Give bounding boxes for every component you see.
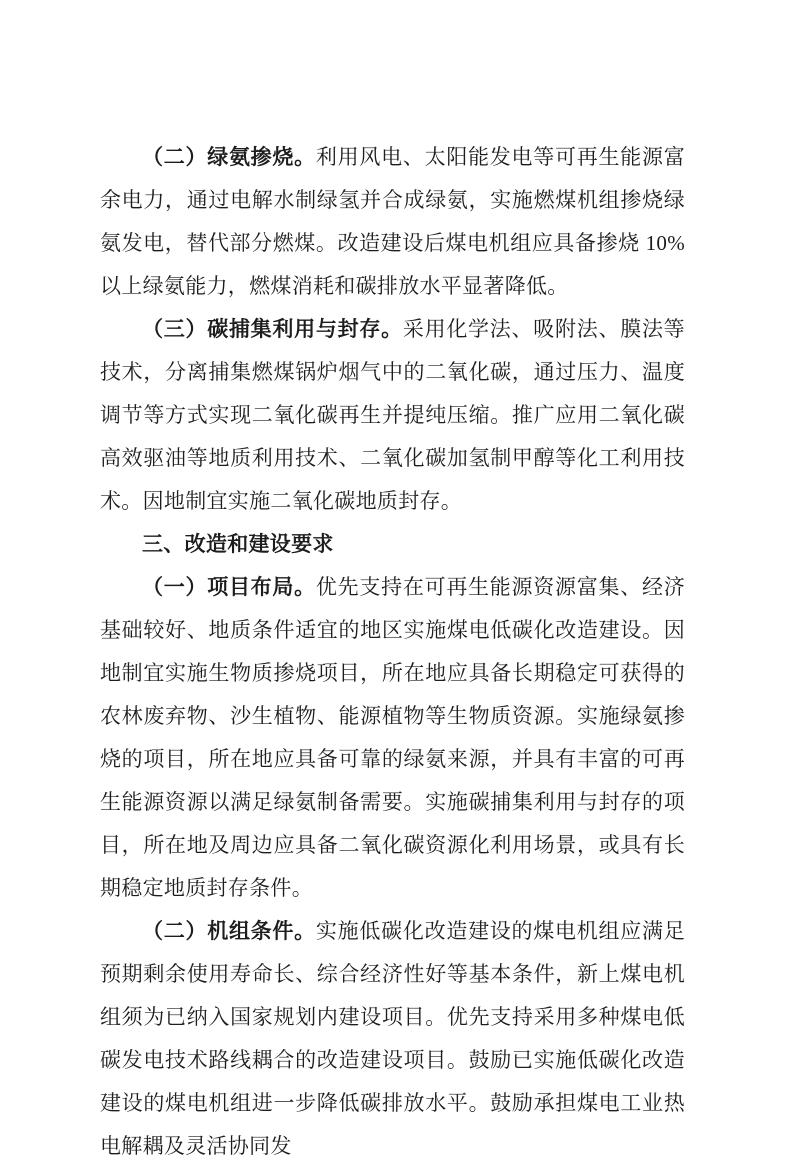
paragraph-lead: （三）碳捕集利用与封存。 (142, 317, 403, 341)
paragraph-text: 利用风电、太阳能发电等可再生能源富余电力，通过电解水制绿氢并合成绿氨，实施燃煤机组掺烧绿氨发电，替代部分燃煤。改造建设后煤电机组应具备掺烧 10%以上绿氨能力，燃煤消耗和碳排放水平显著降低。 (100, 145, 685, 298)
document-body (100, 136, 685, 1168)
paragraph-lead: （二）机组条件。 (142, 919, 316, 943)
paragraph (100, 566, 685, 910)
paragraph-text: 实施低碳化改造建设的煤电机组应满足预期剩余使用寿命长、综合经济性好等基本条件，新上煤电机组须为已纳入国家规划内建设项目。优先支持采用多种煤电低碳发电技术路线耦合的改造建设项目。鼓励已实施低碳化改造建设的煤电机组进一步降低碳排放水平。鼓励承担煤电工业热电解耦及灵活协同发 (100, 919, 685, 1158)
paragraph (100, 136, 685, 308)
paragraph-text: 采用化学法、吸附法、膜法等技术，分离捕集燃煤锅炉烟气中的二氧化碳，通过压力、温度调节等方式实现二氧化碳再生并提纯压缩。推广应用二氧化碳高效驱油等地质利用技术、二氧化碳加氢制甲醇等化工利用技术。因地制宜实施二氧化碳地质封存。 (100, 317, 685, 513)
paragraph-lead: （一）项目布局。 (142, 575, 316, 599)
paragraph-lead: （二）绿氨掺烧。 (142, 145, 316, 169)
paragraph-text: 优先支持在可再生能源资源富集、经济基础较好、地质条件适宜的地区实施煤电低碳化改造建设。因地制宜实施生物质掺烧项目，所在地应具备长期稳定可获得的农林废弃物、沙生植物、能源植物等生物质资源。实施绿氨掺烧的项目，所在地应具备可靠的绿氨来源，并具有丰富的可再生能源资源以满足绿氨制备需要。实施碳捕集利用与封存的项目，所在地及周边应具备二氧化碳资源化利用场景，或具有长期稳定地质封存条件。 (100, 575, 685, 900)
section-heading: 三、改造和建设要求 (142, 533, 334, 556)
paragraph (100, 910, 685, 1168)
paragraph (100, 308, 685, 523)
